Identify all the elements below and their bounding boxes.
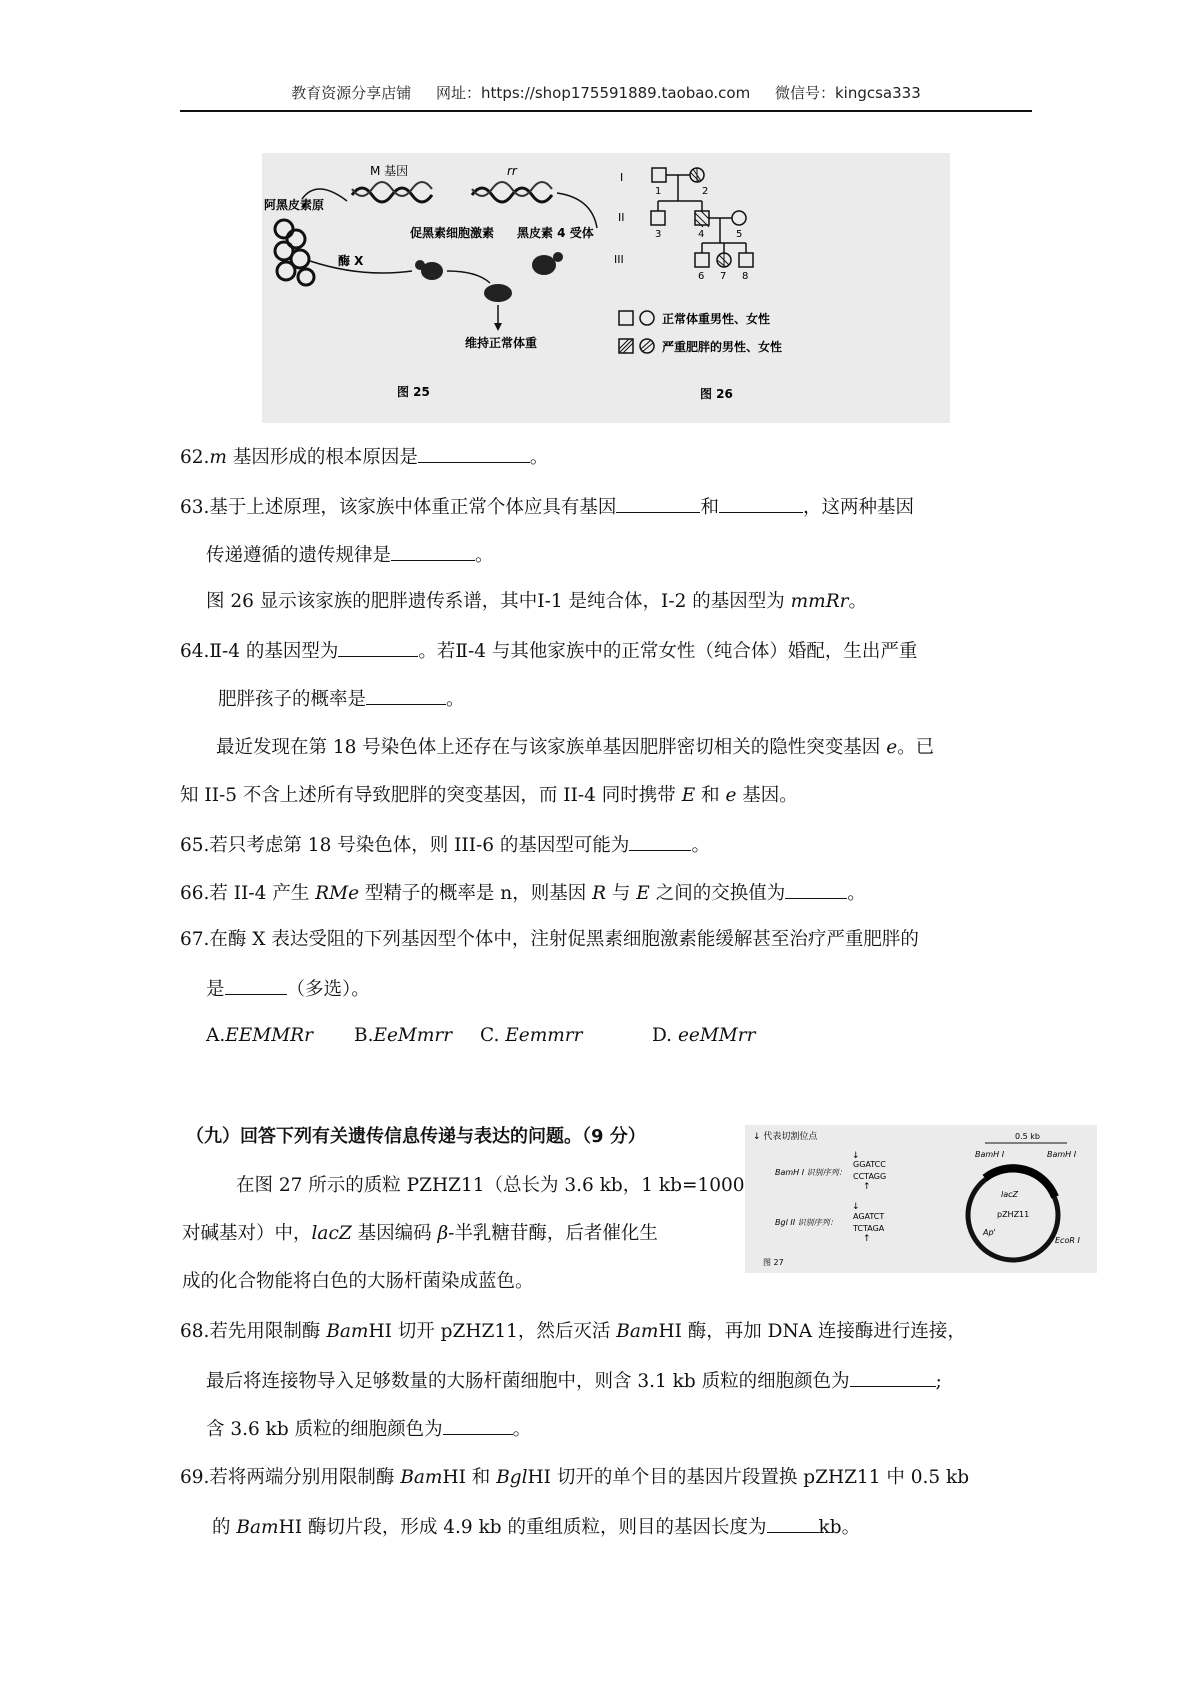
bamhi-cut-top-icon: ↓: [852, 1151, 860, 1161]
figure-25-caption: 图 25: [397, 385, 430, 399]
question-68-line2: 最后将连接物导入足够数量的大肠杆菌细胞中，则含 3.1 kb 质粒的细胞颜色为 ;: [206, 1368, 942, 1394]
question-69-line1: 69.若将两端分别用限制酶 BamHI 和 BglHI 切开的单个目的基因片段置换 pZHZ11 中 0.5 kb: [180, 1467, 970, 1488]
question-63-line1: 63.基于上述原理，该家族中体重正常个体应具有基因 和 ，这两种基因: [180, 494, 914, 520]
pedigree-num-2: 2: [702, 186, 709, 197]
ecori-site: EcoR I: [1055, 1236, 1080, 1245]
pedigree-II-3: [651, 211, 665, 225]
generation-I-label: I: [620, 171, 624, 184]
question-64-line2: 肥胖孩子的概率是 。: [218, 686, 465, 712]
ap-resistance-label: Ap': [983, 1228, 996, 1237]
pedigree-II-4: [695, 211, 709, 225]
question-63-line2: 传递遵循的遗传规律是 。: [206, 542, 494, 568]
pedigree-num-4: 4: [698, 229, 705, 240]
question-62: 62.m 基因形成的根本原因是 。: [180, 444, 548, 470]
bamhi-cut-bottom-icon: ↑: [863, 1182, 871, 1192]
header-shop: 教育资源分享店铺: [291, 84, 412, 102]
bglii-seq2: TCTAGA: [853, 1224, 885, 1233]
section-9-title: （九）回答下列有关遗传信息传递与表达的问题。（9 分）: [186, 1126, 646, 1147]
question-67-line2: 是 （多选）。: [206, 976, 370, 1002]
paragraph-e-line1: 最近发现在第 18 号染色体上还存在与该家族单基因肥胖密切相关的隐性突变基因 e。已: [216, 737, 935, 758]
plasmid-paragraph-line2: 对碱基对）中，lacZ 基因编码 β-半乳糖苷酶，后者催化生: [182, 1223, 658, 1244]
answer-blank-64b[interactable]: [366, 686, 446, 705]
answer-blank-68a[interactable]: [850, 1368, 936, 1387]
arrow-hormone-to-receptor: [447, 271, 490, 283]
bglii-cut-top-icon: ↓: [852, 1202, 860, 1212]
pedigree-num-3: 3: [655, 229, 662, 240]
pedigree-num-6: 6: [698, 271, 705, 282]
receptor-icon: [532, 252, 563, 275]
bamhi-label: BamH I 识别序列：: [775, 1168, 847, 1177]
pedigree-III-6: [695, 253, 709, 267]
arrow-rr-to-receptor: [557, 193, 597, 228]
pedigree-num-7: 7: [720, 271, 727, 282]
cut-site-legend: ↓ 代表切割位点: [753, 1132, 818, 1142]
header-wechat: 微信号：kingcsa333: [774, 84, 921, 102]
generation-II-label: II: [618, 211, 625, 224]
page-header: [180, 82, 1032, 103]
receptor-label: 黑皮素 4 受体: [517, 226, 594, 240]
question-68-line1: 68.若先用限制酶 BamHI 切开 pZHZ11，然后灭活 BamHI 酶，再加 DNA 连接酶进行连接，: [180, 1321, 966, 1342]
lacz-segment: [985, 1168, 1055, 1197]
bglii-seq1: AGATCT: [853, 1212, 885, 1221]
lacz-label: lacZ: [1001, 1190, 1019, 1199]
pedigree-III-8: [739, 253, 753, 267]
question-66: 66.若 II-4 产生 RMe 型精子的概率是 n，则基因 R 与 E 之间的交换值为 。: [180, 880, 866, 906]
figure-25-26: [262, 153, 950, 423]
legend-icons: [619, 311, 654, 353]
answer-blank-62[interactable]: [418, 444, 530, 463]
answer-blank-63a[interactable]: [616, 494, 700, 513]
answer-blank-65[interactable]: [629, 832, 691, 851]
pedigree-num-8: 8: [742, 271, 749, 282]
question-68-line3: 含 3.6 kb 质粒的细胞颜色为 。: [206, 1416, 531, 1442]
figure-25-26-svg: [262, 153, 950, 423]
question-67-line1: 67.在酶 X 表达受阻的下列基因型个体中，注射促黑素细胞激素能缓解甚至治疗严重肥胖的: [180, 929, 919, 950]
bamhi-seq2: CCTAGG: [853, 1172, 887, 1181]
rr-label: rr: [507, 164, 517, 178]
plasmid-paragraph-line3: 成的化合物能将白色的大肠杆菌染成蓝色。: [182, 1271, 534, 1292]
bamhi-seq1: GGATCC: [853, 1160, 886, 1169]
paragraph-fig26: 图 26 显示该家族的肥胖遗传系谱，其中Ⅰ-1 是纯合体，Ⅰ-2 的基因型为 mmRr。: [206, 591, 867, 612]
header-url[interactable]: 网址：https://shop175591889.taobao.com: [436, 84, 751, 102]
pedigree-chart: [651, 168, 753, 267]
precursor-coil-icon: [275, 220, 314, 285]
pedigree-num-5: 5: [736, 229, 743, 240]
answer-blank-64a[interactable]: [338, 638, 418, 657]
complex-icon: [484, 284, 512, 302]
bamhi-site-1: BamH I: [975, 1150, 1005, 1159]
plasmid-name: pZHZ11: [997, 1210, 1030, 1219]
answer-blank-63b[interactable]: [719, 494, 803, 513]
m-gene-label: M 基因: [370, 164, 409, 178]
figure-27-caption: 图 27: [763, 1258, 784, 1267]
answer-blank-69[interactable]: [767, 1514, 819, 1533]
option-b[interactable]: B.EeMmrr: [354, 1025, 453, 1046]
hormone-label: 促黑素细胞激素: [410, 226, 495, 240]
question-69-line2: 的 BamHI 酶切片段，形成 4.9 kb 的重组质粒，则目的基因长度为 kb。: [212, 1514, 860, 1540]
figure-26-caption: 图 26: [700, 387, 733, 401]
pedigree-I-1: [652, 168, 666, 182]
result-label: 维持正常体重: [465, 336, 538, 350]
bglii-cut-bottom-icon: ↑: [863, 1234, 871, 1244]
answer-blank-67[interactable]: [225, 976, 287, 995]
generation-III-label: III: [614, 253, 624, 266]
figure-27-svg: [745, 1125, 1097, 1273]
bglii-label: Bgl II 识别序列：: [775, 1218, 838, 1227]
pedigree-num-1: 1: [655, 186, 662, 197]
enzyme-label: 酶 X: [338, 254, 364, 268]
legend-obese: 严重肥胖的男性、女性: [662, 340, 783, 354]
precursor-label: 阿黑皮素原: [264, 198, 325, 212]
answer-blank-63c[interactable]: [391, 542, 475, 561]
legend-normal: 正常体重男性、女性: [662, 312, 771, 326]
fragment-size-label: 0.5 kb: [1015, 1132, 1040, 1141]
bamhi-site-2: BamH I: [1047, 1150, 1077, 1159]
option-c[interactable]: C. Eemmrr: [480, 1025, 583, 1046]
answer-blank-68b[interactable]: [443, 1416, 513, 1435]
option-a[interactable]: A.EEMMRr: [206, 1025, 313, 1046]
header-rule: [180, 110, 1032, 112]
plasmid-paragraph-line1: 在图 27 所示的质粒 PZHZ11（总长为 3.6 kb，1 kb=1000: [236, 1175, 745, 1196]
hormone-icon: [415, 260, 443, 280]
question-64-line1: 64.Ⅱ-4 的基因型为 。若Ⅱ-4 与其他家族中的正常女性（纯合体）婚配，生出严重: [180, 638, 917, 664]
figure-27: [745, 1125, 1097, 1273]
question-65: 65.若只考虑第 18 号染色体，则 III-6 的基因型可能为 。: [180, 832, 710, 858]
answer-blank-66[interactable]: [785, 880, 847, 899]
pedigree-II-5: [732, 211, 746, 225]
paragraph-e-line2: 知 II-5 不含上述所有导致肥胖的突变基因，而 II-4 同时携带 E 和 e 基因。: [180, 785, 798, 806]
option-d[interactable]: D. eeMMrr: [652, 1025, 756, 1046]
